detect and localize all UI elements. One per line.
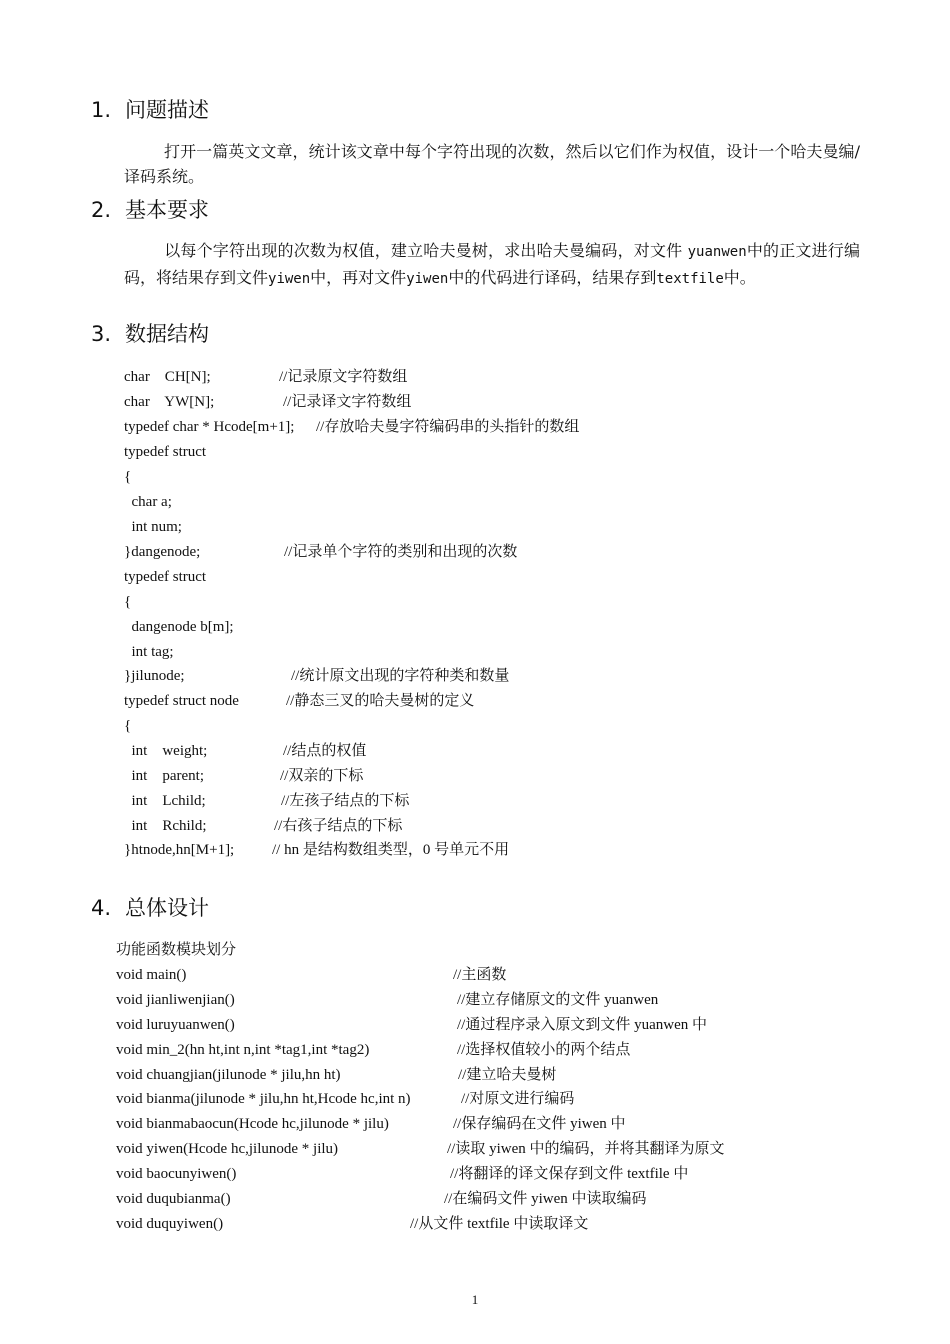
function-signature: void bianma(jilunode * jilu,hn ht,Hcode hc,int n): [116, 1091, 411, 1107]
code-line: typedef struct: [124, 569, 207, 585]
inline-code: yiwen: [406, 271, 449, 287]
paragraph-text: 中，再对文件: [310, 268, 407, 287]
paragraph-text: 中的代码进行译码，结果存到: [448, 268, 657, 287]
code-line: int num;: [124, 519, 182, 535]
section-title: 总体设计: [125, 896, 209, 920]
function-comment: //从文件 textfile 中读取译文: [410, 1216, 589, 1232]
function-signature: void chuangjian(jilunode * jilu,hn ht): [116, 1067, 341, 1083]
code-comment: //存放哈夫曼字符编码串的头指针的数组: [316, 419, 580, 435]
code-comment: //统计原文出现的字符种类和数量: [291, 668, 510, 684]
function-comment: //通过程序录入原文到文件 yuanwen 中: [457, 1017, 707, 1033]
section-number: 3.: [91, 322, 112, 346]
paragraph-text: 打开一篇英文文章，统计该文章中每个字符出现的次数，然后以它们作为权值，设计一个哈夫曼编/译码系统。: [124, 142, 860, 186]
code-line: char CH[N];: [124, 369, 211, 385]
section-heading-2: [91, 198, 209, 222]
code-line: int tag;: [124, 644, 174, 660]
code-line: {: [124, 594, 132, 610]
paragraph-text: 中。: [723, 268, 756, 287]
section-heading-3: [91, 322, 209, 346]
function-comment: //建立哈夫曼树: [458, 1067, 557, 1083]
code-line: {: [124, 718, 132, 734]
function-signature: void main(): [116, 967, 187, 983]
code-line: int parent;: [124, 768, 204, 784]
function-list-intro: 功能函数模块划分: [116, 942, 237, 958]
function-signature: void bianmabaocun(Hcode hc,jilunode * jilu): [116, 1116, 389, 1132]
code-line: int weight;: [124, 743, 208, 759]
function-signature: void duquyiwen(): [116, 1216, 224, 1232]
code-line: }dangenode;: [124, 544, 201, 560]
code-line: typedef char * Hcode[m+1];: [124, 419, 295, 435]
section-2-paragraph: [124, 238, 860, 292]
function-signature: void duqubianma(): [116, 1191, 231, 1207]
code-line: char a;: [124, 494, 172, 510]
section-title: 问题描述: [125, 98, 209, 122]
paragraph-text: 以每个字符出现的次数为权值，建立哈夫曼树，求出哈夫曼编码，对文件: [164, 241, 688, 260]
section-number: 1.: [91, 98, 112, 122]
code-line: int Lchild;: [124, 793, 206, 809]
section-title: 数据结构: [125, 322, 209, 346]
section-heading-4: [91, 896, 209, 920]
code-comment: // hn 是结构数组类型，0 号单元不用: [272, 842, 510, 858]
function-signature: void jianliwenjian(): [116, 992, 235, 1008]
section-number: 4.: [91, 896, 112, 920]
function-comment: //对原文进行编码: [461, 1091, 575, 1107]
code-line: dangenode b[m];: [124, 619, 234, 635]
section-1-paragraph: [124, 139, 860, 189]
inline-code: textfile: [656, 271, 724, 287]
function-comment: //建立存储原文的文件 yuanwen: [457, 992, 659, 1008]
function-signature: void luruyuanwen(): [116, 1017, 235, 1033]
page-number: 1: [471, 1292, 479, 1307]
function-comment: //读取 yiwen 中的编码，并将其翻译为原文: [447, 1141, 725, 1157]
code-line: typedef struct: [124, 444, 207, 460]
code-comment: //记录单个字符的类别和出现的次数: [284, 544, 518, 560]
function-signature: void yiwen(Hcode hc,jilunode * jilu): [116, 1141, 339, 1157]
function-comment: //保存编码在文件 yiwen 中: [453, 1116, 626, 1132]
code-line: {: [124, 469, 132, 485]
code-line: char YW[N];: [124, 394, 215, 410]
function-signature: void min_2(hn ht,int n,int *tag1,int *tag2): [116, 1042, 370, 1058]
function-comment: //在编码文件 yiwen 中读取编码: [444, 1191, 647, 1207]
code-comment: //记录译文字符数组: [283, 394, 412, 410]
inline-code: yiwen: [268, 271, 311, 287]
code-comment: //左孩子结点的下标: [281, 793, 410, 809]
code-line: }htnode,hn[M+1];: [124, 842, 235, 858]
inline-code: yuanwen: [687, 244, 747, 260]
function-comment: //选择权值较小的两个结点: [457, 1042, 631, 1058]
code-comment: //记录原文字符数组: [279, 369, 408, 385]
function-signature: void baocunyiwen(): [116, 1166, 237, 1182]
function-comment: //主函数: [453, 967, 507, 983]
code-comment: //静态三叉的哈夫曼树的定义: [286, 693, 475, 709]
section-title: 基本要求: [125, 198, 209, 222]
paragraph-text: 中的正文进行编码，将结果存到文件: [124, 241, 860, 287]
code-line: typedef struct node: [124, 693, 239, 709]
section-heading-1: [91, 98, 209, 122]
code-comment: //右孩子结点的下标: [274, 818, 403, 834]
code-comment: //双亲的下标: [280, 768, 364, 784]
code-line: }jilunode;: [124, 668, 185, 684]
code-comment: //结点的权值: [283, 743, 367, 759]
code-line: int Rchild;: [124, 818, 207, 834]
function-comment: //将翻译的译文保存到文件 textfile 中: [450, 1166, 689, 1182]
section-number: 2.: [91, 198, 112, 222]
